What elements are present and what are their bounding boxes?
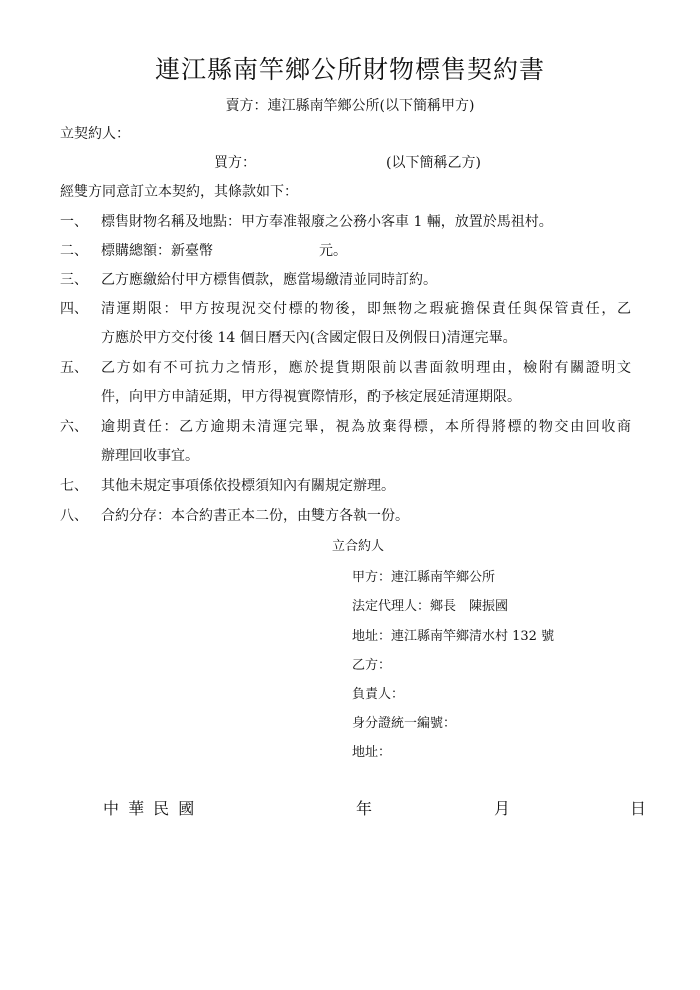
contracting-parties-label: 立契約人：	[60, 126, 130, 142]
clause-text: 乙方如有不可抗力之情形，應於提貨期限前以書面敘明理由，檢附有關證明文	[101, 360, 631, 376]
clause-text-continued: 方應於甲方交付後 14 個日曆天內(含國定假日及例假日)清運完畢。	[101, 330, 517, 346]
clause-text: 乙方應繳給付甲方標售價款，應當場繳清並同時訂約。	[101, 272, 437, 288]
clause-text: 清運期限：甲方按現況交付標的物後，即無物之瑕疵擔保責任與保管責任，乙	[101, 301, 631, 317]
party-a-name: 甲方：連江縣南竿鄉公所	[352, 570, 496, 585]
document-title: 連江縣南竿鄉公所財物標售契約書	[154, 55, 545, 84]
clause-text-continued: 件，向甲方申請延期，甲方得視實際情形，酌予核定展延清運期限。	[101, 389, 521, 405]
party-b-label: 乙方：	[352, 658, 392, 673]
clause-number: 八、	[60, 508, 88, 524]
person-in-charge-label: 負責人：	[352, 687, 405, 702]
party-b-address-label: 地址：	[352, 745, 392, 760]
clause-text: 逾期責任：乙方逾期未清運完畢，視為放棄得標，本所得將標的物交由回收商	[101, 419, 631, 435]
clause-text-continued: 辦理回收事宜。	[101, 448, 199, 464]
date-day: 日	[630, 799, 647, 818]
party-a-address: 地址：連江縣南竿鄉清水村 132 號	[352, 629, 555, 644]
clause-text: 標售財物名稱及地點：甲方奉准報廢之公務小客車 1 輛，放置於馬祖村。	[101, 214, 553, 230]
clause-text: 其他未規定事項係依投標須知內有關規定辦理。	[101, 478, 395, 494]
clause-number: 四、	[60, 301, 88, 317]
clause-number: 一、	[60, 214, 88, 230]
buyer-label: 買方：	[214, 155, 256, 171]
clause-number: 五、	[60, 360, 88, 376]
date-year: 年	[356, 799, 373, 818]
clause-number: 三、	[60, 272, 88, 288]
clause-number: 二、	[60, 243, 88, 259]
clause-text: 標購總額：新臺幣	[101, 243, 213, 259]
legal-representative: 法定代理人：鄉長 陳振國	[352, 599, 509, 614]
clause-number: 六、	[60, 419, 88, 435]
date-month: 月	[494, 799, 511, 818]
signatories-heading: 立合約人	[332, 539, 385, 554]
id-number-label: 身分證統一編號：	[352, 716, 457, 731]
contract-intro: 經雙方同意訂立本契約，其條款如下：	[60, 184, 298, 200]
amount-unit: 元。	[319, 243, 347, 259]
date-era: 中 華 民 國	[103, 799, 197, 818]
seller-line: 賣方：連江縣南竿鄉公所(以下簡稱甲方)	[225, 98, 475, 114]
buyer-suffix: (以下簡稱乙方)	[386, 155, 481, 171]
clause-number: 七、	[60, 478, 88, 494]
clause-text: 合約分存：本合約書正本二份，由雙方各執一份。	[101, 508, 409, 524]
